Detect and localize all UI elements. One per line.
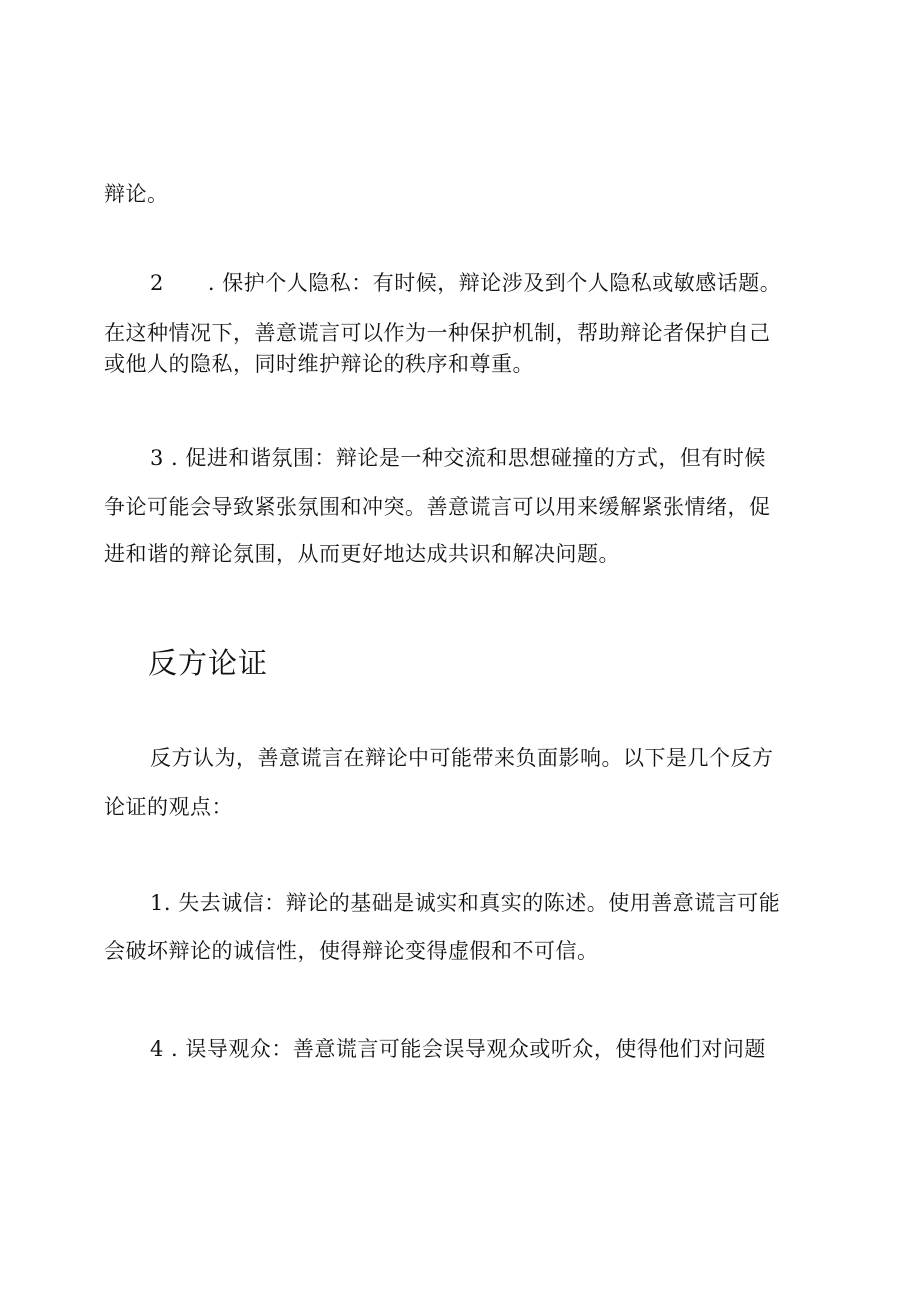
pro-point-2-line-1 [150, 269, 781, 297]
pro-point-3-line-2: 争论可能会导致紧张氛围和冲突。善意谎言可以用来缓解紧张情绪，促 [104, 495, 771, 519]
pro-point-3-line-3: 进和谐的辩论氛围，从而更好地达成共识和解决问题。 [104, 542, 620, 566]
section-heading: 反方论证 [148, 646, 269, 680]
pro-point-2-text: . 保护个人隐私：有时候，辩论涉及到个人隐私或敏感话题。 [207, 271, 782, 295]
con-intro-line-1: 反方认为，善意谎言在辩论中可能带来负面影响。以下是几个反方 [150, 746, 774, 770]
con-point-4-line-1: 4 . 误导观众：善意谎言可能会误导观众或听众，使得他们对问题 [150, 1037, 766, 1061]
pro-point-2-number: 2 [150, 271, 164, 295]
pro-point-3-line-1: 3 . 促进和谐氛围：辩论是一种交流和思想碰撞的方式，但有时候 [150, 446, 766, 470]
con-point-1-line-2: 会破坏辩论的诚信性，使得辩论变得虚假和不可信。 [104, 939, 599, 963]
continuation-text: 辩论。 [104, 182, 169, 206]
con-point-1-line-1: 1. 失去诚信：辩论的基础是诚实和真实的陈述。使用善意谎言可能 [150, 891, 781, 915]
con-intro-line-2: 论证的观点： [104, 795, 233, 819]
pro-point-2-line-3: 或他人的隐私，同时维护辩论的秩序和尊重。 [104, 352, 534, 376]
pro-point-2-line-2: 在这种情况下，善意谎言可以作为一种保护机制，帮助辩论者保护自己 [104, 321, 771, 345]
